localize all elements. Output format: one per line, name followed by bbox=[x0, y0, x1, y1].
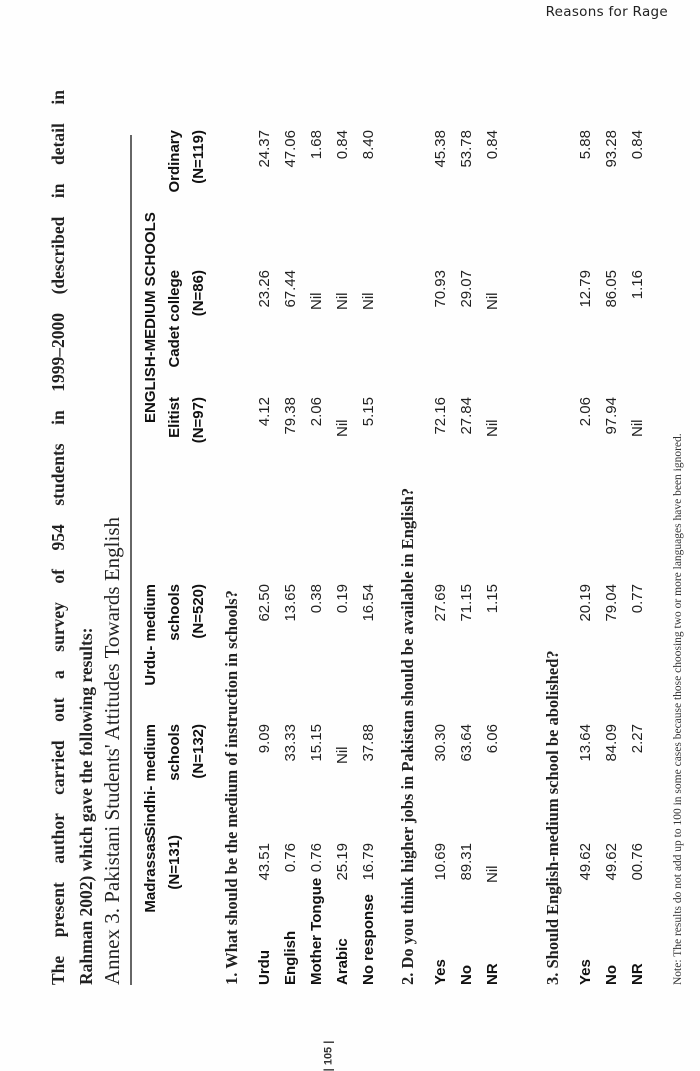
table-cell: 16.79 bbox=[360, 843, 377, 881]
question-1: 1. What should be the medium of instruction in schools? bbox=[222, 590, 241, 985]
table-cell: 89.31 bbox=[458, 843, 475, 881]
row-label: NR bbox=[484, 963, 501, 985]
table-cell: 6.06 bbox=[484, 724, 501, 754]
table-cell: 62.50 bbox=[256, 584, 273, 622]
table-cell: 27.69 bbox=[432, 584, 449, 622]
row-label: Urdu bbox=[256, 950, 273, 985]
table-cell: 23.26 bbox=[256, 270, 273, 308]
column-header-5-line2: Ordinary bbox=[166, 130, 183, 193]
question-3: 3. Should English-medium school be abolished? bbox=[543, 650, 562, 985]
table-cell: 15.15 bbox=[308, 724, 325, 762]
column-header-1-line1: Sindhi- medium bbox=[142, 724, 159, 837]
table-cell: 0.84 bbox=[334, 130, 351, 160]
table-cell: 00.76 bbox=[629, 843, 646, 881]
table-cell: 97.94 bbox=[603, 397, 620, 435]
table-cell: 0.84 bbox=[484, 130, 501, 160]
column-header-2-line2: schools bbox=[166, 584, 183, 641]
table-cell: 2.06 bbox=[577, 397, 594, 427]
table-cell: 84.09 bbox=[603, 724, 620, 762]
table-cell: 79.38 bbox=[282, 397, 299, 435]
table-cell: Nil bbox=[308, 292, 325, 310]
column-header-0-line2: (N=131) bbox=[166, 835, 183, 890]
table-cell: Nil bbox=[360, 292, 377, 310]
annex-title: Annex 3. Pakistani Students' Attitudes Towards English bbox=[100, 517, 124, 985]
table-cell: 43.51 bbox=[256, 843, 273, 881]
row-label: Yes bbox=[577, 959, 594, 985]
row-label: No bbox=[603, 965, 620, 985]
table-cell: 86.05 bbox=[603, 270, 620, 308]
column-header-3-line2: Elitist bbox=[166, 397, 183, 438]
table-cell: 45.38 bbox=[432, 130, 449, 168]
table-cell: 1.16 bbox=[629, 270, 646, 300]
column-header-1-line3: (N=132) bbox=[190, 724, 207, 779]
running-head: Reasons for Rage bbox=[545, 4, 668, 20]
table-cell: 70.93 bbox=[432, 270, 449, 308]
table-cell: 93.28 bbox=[603, 130, 620, 168]
table-cell: 10.69 bbox=[432, 843, 449, 881]
table-cell: 1.68 bbox=[308, 130, 325, 160]
table-cell: 71.15 bbox=[458, 584, 475, 622]
intro-line-1: The present author carried out a survey of 954 students in 1999–2000 (described in detail in bbox=[48, 90, 68, 985]
row-label: Mother Tongue bbox=[308, 877, 325, 985]
column-header-4-line2: Cadet college bbox=[166, 270, 183, 368]
table-cell: 49.62 bbox=[577, 843, 594, 881]
row-label: Arabic bbox=[334, 938, 351, 985]
column-header-2-line3: (N=520) bbox=[190, 584, 207, 639]
table-cell: 8.40 bbox=[360, 130, 377, 160]
table-cell: 9.09 bbox=[256, 724, 273, 754]
table-cell: 30.30 bbox=[432, 724, 449, 762]
column-header-5-line3: (N=119) bbox=[190, 130, 207, 184]
table-cell: 67.44 bbox=[282, 270, 299, 308]
table-cell: 0.77 bbox=[629, 584, 646, 614]
footnote: Note: The results do not add up to 100 in some cases because those choosing two or more languages have been ignored. bbox=[672, 433, 684, 985]
table-cell: 1.15 bbox=[484, 584, 501, 614]
column-header-1-line2: schools bbox=[166, 724, 183, 781]
table-cell: Nil bbox=[629, 419, 646, 437]
table-cell: Nil bbox=[334, 746, 351, 764]
table-cell: 63.64 bbox=[458, 724, 475, 762]
table-cell: 2.06 bbox=[308, 397, 325, 427]
table-cell: 53.78 bbox=[458, 130, 475, 168]
table-cell: 27.84 bbox=[458, 397, 475, 435]
row-label: English bbox=[282, 930, 299, 985]
row-label: NR bbox=[629, 963, 646, 985]
table-cell: 0.84 bbox=[629, 130, 646, 160]
table-cell: 5.88 bbox=[577, 130, 594, 160]
table-cell: 12.79 bbox=[577, 270, 594, 308]
group-header-english-medium: ENGLISH-MEDIUM SCHOOLS bbox=[142, 212, 159, 423]
table-cell: Nil bbox=[484, 419, 501, 437]
table-cell: 5.15 bbox=[360, 397, 377, 427]
table-cell: 2.27 bbox=[629, 724, 646, 754]
table-cell: 4.12 bbox=[256, 397, 273, 427]
table-cell: 13.65 bbox=[282, 584, 299, 622]
table-cell: Nil bbox=[334, 292, 351, 310]
table-cell: 20.19 bbox=[577, 584, 594, 622]
table-cell: 0.19 bbox=[334, 584, 351, 614]
table-cell: 16.54 bbox=[360, 584, 377, 622]
table-cell: Nil bbox=[484, 292, 501, 310]
table-cell: 37.88 bbox=[360, 724, 377, 762]
column-header-4-line3: (N=86) bbox=[190, 270, 207, 317]
table-cell: 13.64 bbox=[577, 724, 594, 762]
table-cell: 72.16 bbox=[432, 397, 449, 435]
table-cell: Nil bbox=[484, 865, 501, 883]
table-cell: 49.62 bbox=[603, 843, 620, 881]
table-cell: Nil bbox=[334, 419, 351, 437]
column-header-3-line3: (N=97) bbox=[190, 397, 207, 444]
question-2: 2. Do you think higher jobs in Pakistan should be available in English? bbox=[398, 487, 417, 985]
row-label: No response bbox=[360, 894, 377, 985]
column-header-2-line1: Urdu- medium bbox=[142, 584, 159, 686]
table-cell: 29.07 bbox=[458, 270, 475, 308]
table-cell: 0.76 bbox=[308, 843, 325, 873]
column-header-0-line1: Madrassas bbox=[142, 835, 159, 913]
table-cell: 33.33 bbox=[282, 724, 299, 762]
table-cell: 47.06 bbox=[282, 130, 299, 168]
table-cell: 25.19 bbox=[334, 843, 351, 881]
page-number: | 105 | bbox=[322, 1040, 335, 1071]
table-top-rule bbox=[130, 135, 132, 985]
table-cell: 0.76 bbox=[282, 843, 299, 873]
row-label: No bbox=[458, 965, 475, 985]
table-cell: 0.38 bbox=[308, 584, 325, 614]
row-label: Yes bbox=[432, 959, 449, 985]
table-cell: 79.04 bbox=[603, 584, 620, 622]
intro-line-2: Rahman 2002) which gave the following results: bbox=[76, 627, 96, 985]
table-cell: 24.37 bbox=[256, 130, 273, 168]
